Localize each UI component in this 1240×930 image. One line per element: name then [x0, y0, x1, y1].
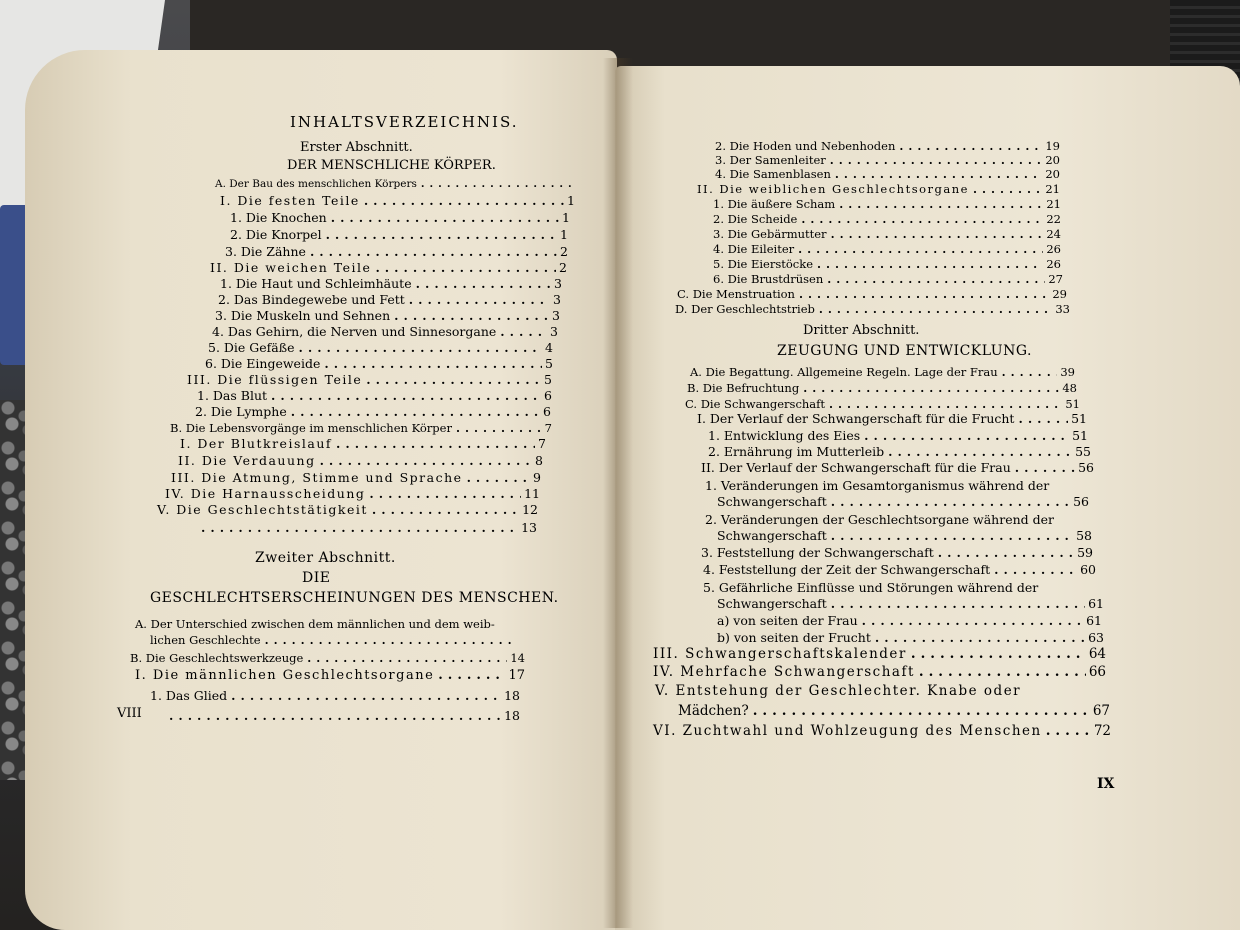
- dot-leader: [1002, 364, 1058, 380]
- entry-label: 1. Die Haut und Schleimhäute: [220, 276, 412, 291]
- entry-label: 1. Die Knochen: [230, 210, 327, 225]
- entry-label: C. Die Schwangerschaft: [685, 397, 826, 411]
- section1-entry: [187, 372, 552, 388]
- section2-entry: [130, 650, 525, 666]
- dot-leader: [827, 271, 1045, 287]
- entry-page-number: 64: [1088, 646, 1106, 662]
- dot-leader: [973, 181, 1042, 197]
- entry-label: V. Entstehung der Geschlechter. Knabe oder: [655, 683, 1022, 699]
- section1-entry: [215, 176, 575, 192]
- dot-leader: [875, 630, 1085, 646]
- entry-page-number: 63: [1088, 630, 1104, 645]
- entry-label: 2. Veränderungen der Geschlechtsorgane während der: [705, 512, 1054, 527]
- section3-title: ZEUGUNG UND ENTWICKLUNG.: [777, 343, 1032, 359]
- section3-entry: [703, 562, 1096, 578]
- dot-leader: [421, 176, 572, 192]
- right-top-entry: [713, 196, 1061, 212]
- section2-title-line1: DIE: [302, 570, 331, 586]
- dot-leader: [324, 356, 542, 372]
- entry-page-number: 21: [1046, 197, 1061, 211]
- entry-page-number: 72: [1093, 723, 1111, 739]
- entry-label: 6. Die Brustdrüsen: [713, 272, 824, 286]
- entry-page-number: 6: [543, 404, 551, 419]
- entry-page-number: 29: [1052, 287, 1067, 301]
- dot-leader: [819, 301, 1053, 317]
- entry-label: Schwangerschaft: [717, 494, 827, 509]
- entry-label: C. Die Menstruation: [677, 287, 795, 301]
- section1-entry: [215, 308, 560, 324]
- entry-page-number: 3: [550, 324, 558, 339]
- entry-label: D. Der Geschlechtstrieb: [675, 302, 815, 316]
- dot-leader: [862, 613, 1083, 629]
- entry-label: 1. Veränderungen im Gesamtorganismus während der: [705, 478, 1050, 493]
- section1-entry: [165, 486, 540, 502]
- entry-page-number: 17: [508, 668, 525, 683]
- section3-entry: [705, 478, 1085, 494]
- dot-leader: [320, 453, 532, 469]
- right-top-entry: [713, 241, 1061, 257]
- section2-entry: [150, 688, 520, 704]
- entry-label: 1. Das Glied: [150, 688, 228, 703]
- entry-label: III. Die Atmung, Stimme und Sprache: [171, 470, 463, 485]
- right-top-entry: [715, 166, 1060, 182]
- entry-page-number: 7: [544, 421, 552, 435]
- dot-leader: [265, 632, 517, 648]
- entry-page-number: 4: [545, 340, 553, 355]
- entry-page-number: 3: [553, 292, 561, 307]
- entry-label: 3. Die Gebärmutter: [713, 227, 827, 241]
- entry-label: 1. Das Blut: [197, 388, 268, 403]
- dot-leader: [299, 340, 543, 356]
- section1-entry: [230, 227, 568, 243]
- section3-entry: [690, 364, 1075, 380]
- entry-page-number: 11: [524, 486, 540, 501]
- dot-leader: [409, 292, 550, 308]
- dot-leader: [291, 404, 540, 420]
- entry-label: B. Die Geschlechtswerkzeuge: [130, 651, 304, 665]
- dot-leader: [364, 193, 564, 209]
- section1-entry: [170, 420, 552, 436]
- entry-page-number: 7: [538, 436, 546, 451]
- section1-entry: [208, 340, 553, 356]
- entry-page-number: 51: [1065, 397, 1080, 411]
- entry-page-number: 20: [1045, 167, 1060, 181]
- entry-page-number: 55: [1075, 444, 1091, 459]
- dot-leader: [938, 545, 1074, 561]
- entry-label: Schwangerschaft: [717, 596, 827, 611]
- entry-label: 6. Die Eingeweide: [205, 356, 321, 371]
- entry-page-number: 12: [522, 502, 538, 517]
- section1-entry: [197, 388, 552, 404]
- entry-label: A. Der Unterschied zwischen dem männlichen und dem weib-: [135, 617, 495, 631]
- entry-label: 2. Die Hoden und Nebenhoden: [715, 139, 896, 153]
- dot-leader: [375, 260, 556, 276]
- entry-label: 4. Die Eileiter: [713, 242, 795, 256]
- dot-leader: [919, 664, 1086, 680]
- entry-page-number: 3: [552, 308, 560, 323]
- entry-page-number: 51: [1072, 428, 1088, 443]
- dot-leader: [994, 562, 1077, 578]
- section2-entry: [135, 616, 515, 632]
- entry-label: A. Der Bau des menschlichen Körpers: [215, 178, 417, 190]
- dot-leader: [831, 528, 1073, 544]
- entry-page-number: 21: [1045, 182, 1060, 196]
- right-top-entry: [713, 271, 1063, 287]
- entry-label: 2. Die Knorpel: [230, 227, 322, 242]
- section1-entry: [220, 193, 575, 209]
- dot-leader: [801, 211, 1043, 227]
- dot-leader: [369, 486, 521, 502]
- entry-page-number: 60: [1080, 562, 1096, 577]
- dot-leader: [366, 372, 541, 388]
- section1-entry: [157, 502, 538, 518]
- entry-label: 3. Die Zähne: [225, 244, 306, 259]
- section1-title: DER MENSCHLICHE KÖRPER.: [287, 158, 496, 173]
- dot-leader: [372, 502, 519, 518]
- entry-page-number: 51: [1071, 411, 1087, 426]
- entry-label: III. Die flüssigen Teile: [187, 372, 363, 387]
- section1-entry: [171, 470, 541, 486]
- section3-entry: [701, 545, 1093, 561]
- entry-label: 4. Feststellung der Zeit der Schwangerschaft: [703, 562, 991, 577]
- entry-label: Mädchen?: [678, 703, 749, 719]
- entry-label: 5. Die Gefäße: [208, 340, 295, 355]
- entry-page-number: 18: [504, 688, 520, 703]
- right-top-entry: [713, 226, 1061, 242]
- section2-entry: [150, 632, 520, 648]
- section1-entry: [220, 276, 562, 292]
- section1-entry: [205, 356, 553, 372]
- dot-leader: [829, 396, 1062, 412]
- entry-label: 1. Die äußere Scham: [713, 197, 836, 211]
- section1-entry: [225, 244, 568, 260]
- dot-leader: [753, 703, 1090, 719]
- right-top-entry: [713, 211, 1061, 227]
- dot-leader: [835, 166, 1043, 182]
- dot-leader: [1046, 723, 1091, 739]
- entry-page-number: 2: [560, 244, 568, 259]
- entry-page-number: 39: [1060, 365, 1075, 379]
- toc-title: INHALTSVERZEICHNIS.: [290, 113, 519, 131]
- dot-leader: [231, 688, 501, 704]
- section1-entry: [210, 260, 567, 276]
- entry-label: b) von seiten der Frucht: [717, 630, 871, 645]
- left-page-number: VIII: [117, 706, 142, 721]
- entry-page-number: 5: [544, 372, 552, 387]
- dot-leader: [331, 210, 559, 226]
- dot-leader: [201, 520, 518, 536]
- entry-label: II. Die weichen Teile: [210, 260, 372, 275]
- section3-entry: [678, 703, 1110, 719]
- section3-entry: [708, 428, 1088, 444]
- dot-leader: [456, 420, 542, 436]
- entry-label: III. Schwangerschaftskalender: [653, 646, 907, 662]
- entry-label: 4. Die Samenblasen: [715, 167, 831, 181]
- entry-page-number: 9: [533, 470, 541, 485]
- section3-entry: [653, 723, 1111, 739]
- entry-label: I. Die festen Teile: [220, 193, 360, 208]
- dot-leader: [336, 436, 535, 452]
- dot-leader: [831, 226, 1044, 242]
- section1-entry: [197, 520, 537, 536]
- entry-page-number: 20: [1045, 153, 1060, 167]
- entry-label: A. Die Begattung. Allgemeine Regeln. Lage der Frau: [690, 365, 998, 379]
- right-page-number: IX: [1097, 776, 1115, 792]
- section3-entry: [653, 646, 1106, 662]
- entry-page-number: 56: [1073, 494, 1089, 509]
- section3-entry: [703, 580, 1103, 596]
- entry-page-number: 19: [1045, 139, 1060, 153]
- entry-label: II. Die Verdauung: [178, 453, 316, 468]
- entry-label: 5. Die Eierstöcke: [713, 257, 814, 271]
- dot-leader: [799, 286, 1049, 302]
- dot-leader: [911, 646, 1086, 662]
- section3-entry: [717, 596, 1104, 612]
- entry-page-number: 61: [1086, 613, 1102, 628]
- section3-entry: [705, 512, 1090, 528]
- entry-label: 4. Das Gehirn, die Nerven und Sinnesorgane: [212, 324, 497, 339]
- book-gutter: [603, 58, 633, 928]
- section3-entry: [717, 528, 1092, 544]
- right-top-entry: [677, 286, 1067, 302]
- entry-page-number: 48: [1062, 381, 1077, 395]
- entry-page-number: 26: [1046, 257, 1061, 271]
- entry-label: 1. Entwicklung des Eies: [708, 428, 861, 443]
- section3-entry: [717, 630, 1104, 646]
- entry-page-number: 26: [1046, 242, 1061, 256]
- right-top-entry: [697, 181, 1060, 197]
- entry-page-number: 1: [567, 193, 575, 208]
- right-top-entry: [675, 301, 1070, 317]
- dot-leader: [803, 380, 1059, 396]
- entry-label: 2. Die Scheide: [713, 212, 798, 226]
- entry-label: II. Die weiblichen Geschlechtsorgane: [697, 182, 969, 196]
- dot-leader: [817, 256, 1043, 272]
- dot-leader: [326, 227, 557, 243]
- section3-entry: [653, 664, 1106, 680]
- entry-label: I. Der Verlauf der Schwangerschaft für die Frucht: [697, 411, 1015, 426]
- entry-page-number: 61: [1088, 596, 1104, 611]
- entry-page-number: 8: [535, 453, 543, 468]
- entry-label: B. Die Lebensvorgänge im menschlichen Körper: [170, 421, 452, 435]
- section2-entry: [135, 668, 525, 684]
- entry-page-number: 56: [1078, 460, 1094, 475]
- dot-leader: [394, 308, 549, 324]
- dot-leader: [839, 196, 1043, 212]
- dot-leader: [310, 244, 557, 260]
- section1-entry: [195, 404, 551, 420]
- section3-entry: [717, 613, 1102, 629]
- entry-page-number: 67: [1092, 703, 1110, 719]
- section1-entry: [218, 292, 561, 308]
- entry-page-number: 59: [1077, 545, 1093, 560]
- entry-page-number: 1: [562, 210, 570, 225]
- entry-page-number: 2: [559, 260, 567, 275]
- entry-page-number: 1: [560, 227, 568, 242]
- section1-entry: [230, 210, 570, 226]
- entry-label: 2. Die Lymphe: [195, 404, 287, 419]
- dot-leader: [467, 470, 530, 486]
- section1-entry: [180, 436, 546, 452]
- section2-entry: [165, 708, 520, 724]
- section2-heading: Zweiter Abschnitt.: [255, 550, 396, 566]
- section3-entry: [655, 683, 1110, 699]
- dot-leader: [416, 276, 551, 292]
- entry-page-number: 6: [544, 388, 552, 403]
- entry-label: 5. Gefährliche Einflüsse und Störungen während der: [703, 580, 1039, 595]
- entry-label: IV. Mehrfache Schwangerschaft: [653, 664, 915, 680]
- entry-label: V. Die Geschlechtstätigkeit: [157, 502, 368, 517]
- entry-page-number: 14: [510, 651, 525, 665]
- section3-entry: [697, 411, 1087, 427]
- entry-label: 2. Ernährung im Mutterleib: [708, 444, 885, 459]
- section1-heading: Erster Abschnitt.: [300, 140, 413, 155]
- section3-heading: Dritter Abschnitt.: [803, 323, 920, 338]
- section1-entry: [212, 324, 558, 340]
- entry-page-number: 3: [554, 276, 562, 291]
- section2-title-line2: GESCHLECHTSERSCHEINUNGEN DES MENSCHEN.: [150, 590, 559, 606]
- section3-entry: [701, 460, 1094, 476]
- section3-entry: [717, 494, 1089, 510]
- entry-page-number: 22: [1046, 212, 1061, 226]
- dot-leader: [500, 324, 547, 340]
- open-book: [25, 38, 1240, 930]
- entry-page-number: 13: [521, 520, 537, 535]
- dot-leader: [271, 388, 541, 404]
- entry-label: IV. Die Harnausscheidung: [165, 486, 366, 501]
- entry-page-number: 18: [504, 708, 520, 723]
- entry-label: I. Die männlichen Geschlechtsorgane: [135, 668, 435, 683]
- entry-page-number: 27: [1048, 272, 1063, 286]
- dot-leader: [864, 428, 1069, 444]
- section3-entry: [687, 380, 1077, 396]
- section3-entry: [708, 444, 1091, 460]
- dot-leader: [438, 668, 505, 684]
- right-top-entry: [713, 256, 1061, 272]
- dot-leader: [798, 241, 1043, 257]
- entry-label: Schwangerschaft: [717, 528, 827, 543]
- entry-label: VI. Zuchtwahl und Wohlzeugung des Menschen: [653, 723, 1042, 739]
- section1-entry: [178, 453, 543, 469]
- entry-page-number: 24: [1046, 227, 1061, 241]
- entry-label: 3. Der Samenleiter: [715, 153, 826, 167]
- entry-label: 2. Das Bindegewebe und Fett: [218, 292, 405, 307]
- entry-label: II. Der Verlauf der Schwangerschaft für die Frau: [701, 460, 1011, 475]
- section3-entry: [685, 396, 1080, 412]
- entry-label: lichen Geschlechte: [150, 633, 261, 647]
- entry-label: 3. Die Muskeln und Sehnen: [215, 308, 391, 323]
- entry-page-number: 33: [1055, 302, 1070, 316]
- dot-leader: [831, 494, 1070, 510]
- entry-label: I. Der Blutkreislauf: [180, 436, 332, 451]
- entry-label: a) von seiten der Frau: [717, 613, 858, 628]
- entry-page-number: 5: [545, 356, 553, 371]
- dot-leader: [1018, 411, 1068, 427]
- entry-label: 3. Feststellung der Schwangerschaft: [701, 545, 934, 560]
- dot-leader: [1015, 460, 1075, 476]
- entry-label: B. Die Befruchtung: [687, 381, 800, 395]
- dot-leader: [307, 650, 507, 666]
- entry-page-number: 66: [1088, 664, 1106, 680]
- dot-leader: [888, 444, 1072, 460]
- entry-page-number: 58: [1076, 528, 1092, 543]
- dot-leader: [169, 708, 501, 724]
- dot-leader: [831, 596, 1085, 612]
